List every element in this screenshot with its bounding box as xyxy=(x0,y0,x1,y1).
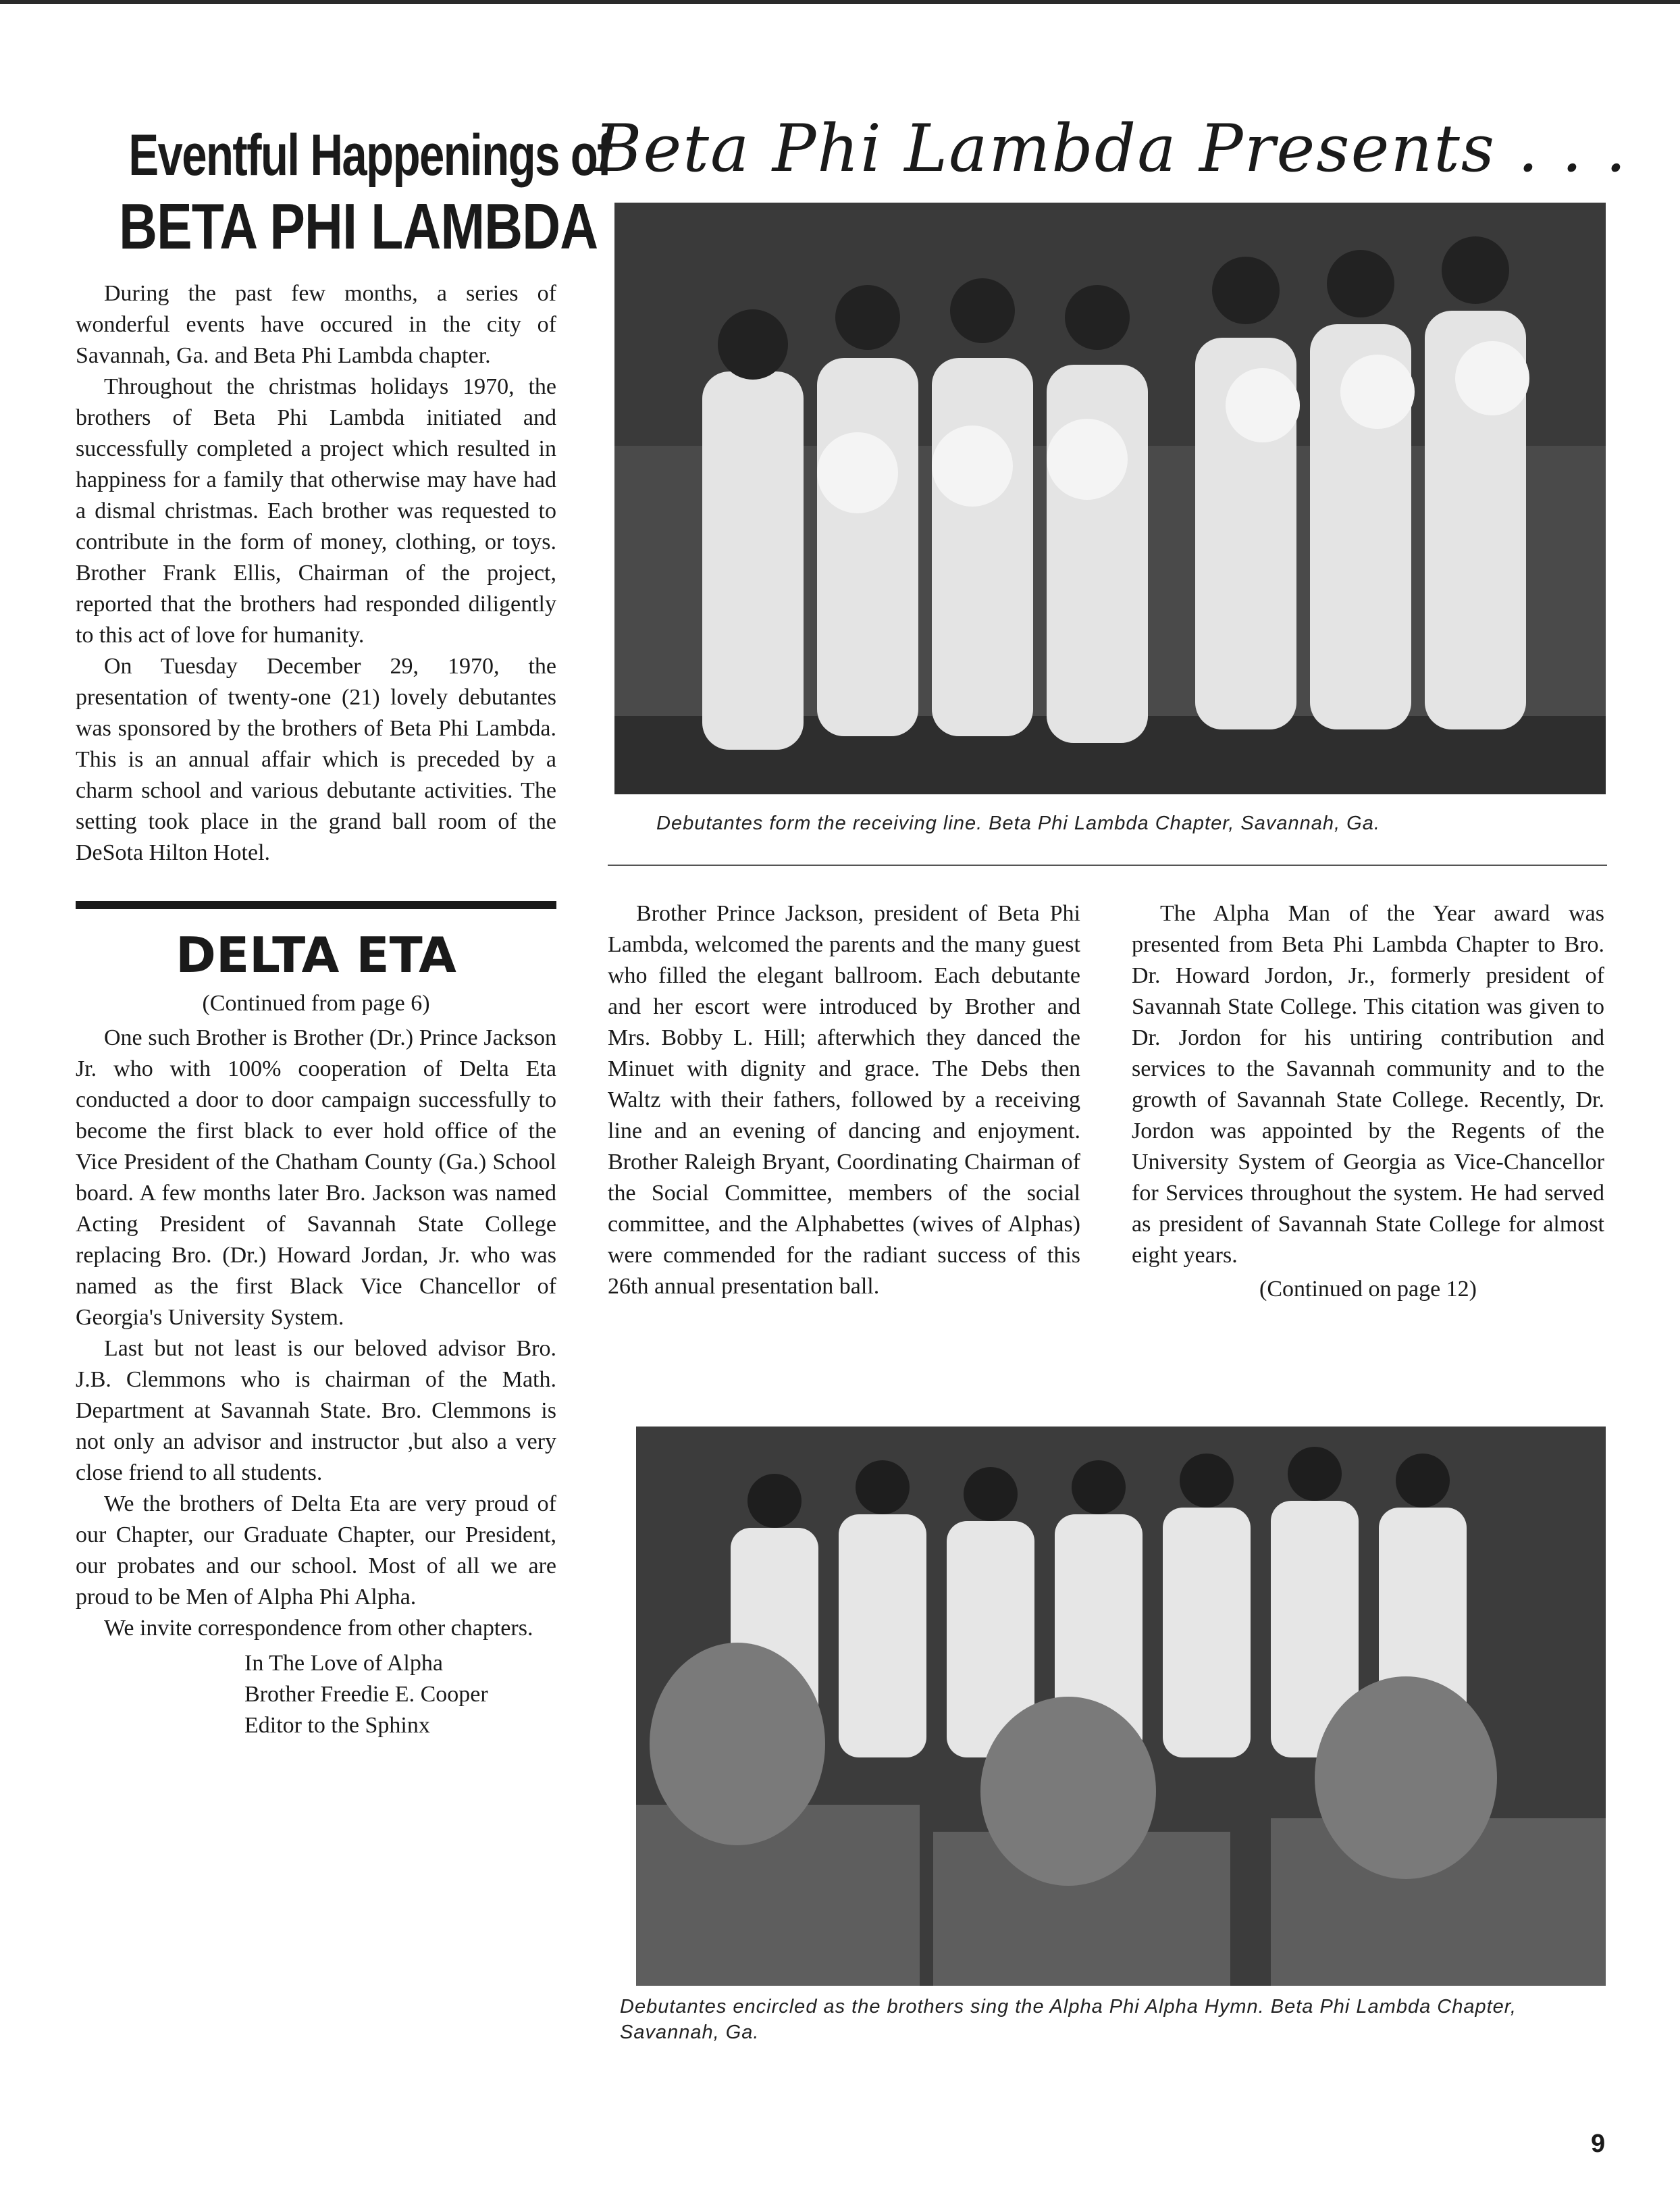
photo-placeholder-graphic xyxy=(636,1427,1606,1986)
debutantes-receiving-line-photo xyxy=(614,203,1606,794)
article-paragraph: We the brothers of Delta Eta are very proud of our Chapter, our Graduate Chapter, our President, our probates and our school. Most of all we are proud to be Men of Alpha Phi Alpha. xyxy=(76,1491,556,1610)
debutantes-hymn-photo xyxy=(636,1427,1606,1986)
continued-from-note: (Continued from page 6) xyxy=(202,991,430,1016)
signature-line: Brother Freedie E. Cooper xyxy=(244,1682,488,1707)
section-divider xyxy=(76,901,556,909)
caption-divider xyxy=(608,865,1607,866)
photo1-caption: Debutantes form the receiving line. Beta Phi Lambda Chapter, Savannah, Ga. xyxy=(656,813,1380,834)
continued-on-note: (Continued on page 12) xyxy=(1259,1277,1477,1302)
beta-phi-lambda-article xyxy=(76,278,556,869)
delta-eta-heading: DELTA ETA xyxy=(176,927,456,983)
right-column xyxy=(1132,898,1604,1305)
article-paragraph: We invite correspondence from other chapters. xyxy=(104,1616,533,1641)
article-paragraph: On Tuesday December 29, 1970, the presentation of twenty-one (21) lovely debutantes was sponsored by the brothers of Beta Phi Lambda. This is an annual affair which is preceded by a charm school and various debutante activities. The setting took place in the grand ball room of the DeSota Hilton Hotel. xyxy=(76,654,556,865)
signature-block xyxy=(244,1648,556,1741)
article-paragraph: Brother Prince Jackson, president of Beta Phi Lambda, welcomed the parents and the many guest who filled the elegant ballroom. Each debutante and her escort were introduced by Brother and Mrs. Bobby L. Hill; afterwhich they danced the Minuet with dignity and grace. The Debs then Waltz with their fathers, followed by a receiving line and an evening of dancing and enjoyment. Brother Raleigh Bryant, Coordinating Chairman of the Social Committee, members of the social committee, and the Alphabettes (wives of Alphas) were commended for the radiant success of this 26th annual presentation ball. xyxy=(608,901,1080,1299)
top-rule xyxy=(0,0,1680,4)
delta-eta-article xyxy=(76,1023,556,1644)
headline-line1: Eventful Happenings of xyxy=(128,123,612,188)
headline-line2: BETA PHI LAMBDA xyxy=(119,190,598,263)
presents-title: Beta Phi Lambda Presents . . . xyxy=(594,111,1628,186)
middle-column xyxy=(608,898,1080,1302)
article-paragraph: Throughout the christmas holidays 1970, the brothers of Beta Phi Lambda initiated and successfully completed a project which resulted in happiness for a family that otherwise may have had a dismal christmas. Each brother was requested to contribute in the form of money, clothing, or toys. Brother Frank Ellis, Chairman of the project, reported that the brothers had responded diligently to this act of love for humanity. xyxy=(76,374,556,648)
article-paragraph: Last but not least is our beloved advisor Bro. J.B. Clemmons who is chairman of the Math. Department at Savannah State. Bro. Clemmons is not only an advisor and instructor ,but also a very close friend to all students. xyxy=(76,1336,556,1485)
photo2-caption: Debutantes encircled as the brothers sing the Alpha Phi Alpha Hymn. Beta Phi Lambda Chapter, Savannah, Ga. xyxy=(620,1996,1517,2043)
article-paragraph: The Alpha Man of the Year award was presented from Beta Phi Lambda Chapter to Bro. Dr. Howard Jordon, Jr., formerly president of Savannah State College. This citation was given to Dr. Jordon for his untiring contribution and services to the Savannah community and to the growth of Savannah State College. Recently, Dr. Jordon was appointed by the Regents of the University System of Georgia as Vice-Chancellor for Services throughout the system. He had served as president of Savannah State College for almost eight years. xyxy=(1132,901,1604,1268)
page-number: 9 xyxy=(1591,2130,1606,2158)
signature-line: In The Love of Alpha xyxy=(244,1651,443,1676)
signature-line: Editor to the Sphinx xyxy=(244,1713,430,1738)
article-paragraph: During the past few months, a series of wonderful events have occured in the city of Savannah, Ga. and Beta Phi Lambda chapter. xyxy=(76,281,556,368)
article-paragraph: One such Brother is Brother (Dr.) Prince Jackson Jr. who with 100% cooperation of Delta Eta conducted a door to door campaign successfully to become the first black to ever hold office of the Vice President of the Chatham County (Ga.) School board. A few months later Bro. Jackson was named Acting President of Savannah State College replacing Bro. (Dr.) Howard Jordan, Jr. who was named as the first Black Vice Chancellor of Georgia's University System. xyxy=(76,1025,556,1330)
left-column xyxy=(76,122,612,1741)
photo-placeholder-graphic xyxy=(614,203,1606,794)
